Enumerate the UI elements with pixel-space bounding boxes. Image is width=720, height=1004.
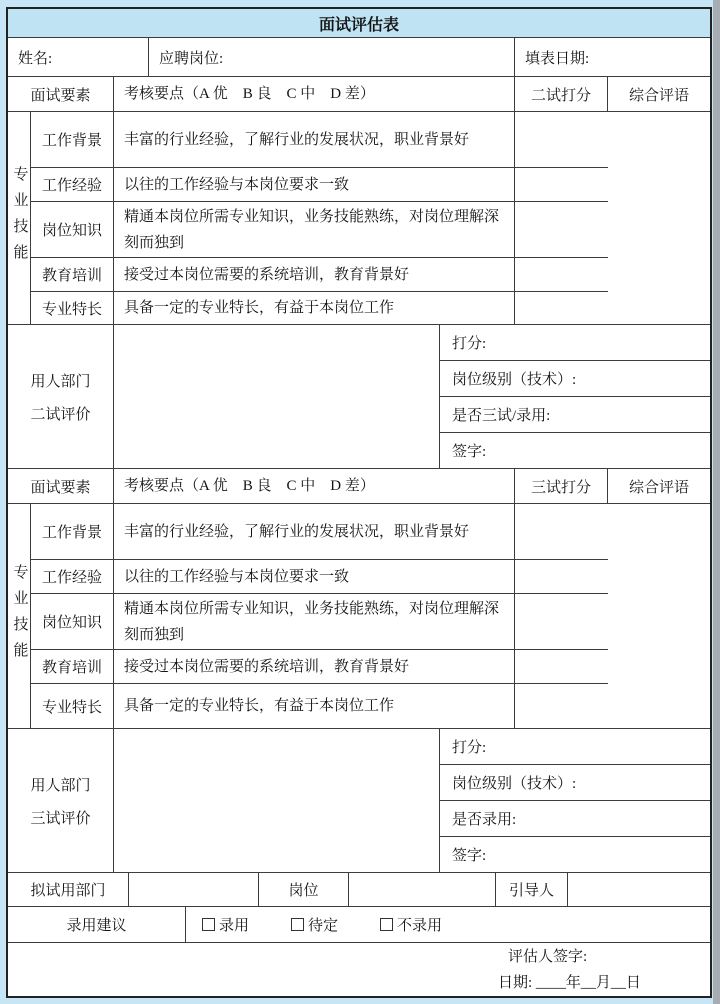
eval-comment-area[interactable]: [114, 325, 440, 468]
score-input-cell[interactable]: [515, 560, 608, 593]
skill-label: 工作背景: [31, 112, 114, 167]
eval-field-score[interactable]: [440, 729, 710, 765]
skill-label: 岗位知识: [31, 594, 114, 649]
skill-desc: 丰富的行业经验，了解行业的发展状况，职业背景好: [114, 112, 515, 167]
score-input-cell[interactable]: [515, 258, 608, 291]
trial-dept-input[interactable]: [129, 873, 259, 906]
skill-desc: 以往的工作经验与本岗位要求一致: [114, 168, 515, 201]
eval-field-hire[interactable]: [440, 801, 710, 837]
section2-skills: [8, 504, 710, 729]
evaluator-sign-label[interactable]: 评估人签字:: [508, 948, 588, 965]
eval-fields: [440, 325, 710, 468]
eval-field-label: 是否录用:: [452, 812, 517, 828]
category-cell: [8, 504, 31, 728]
skill-desc: 具备一定的专业特长，有益于本岗位工作: [114, 292, 515, 324]
eval-label-line1: 用人部门: [30, 777, 91, 794]
eval-field-level[interactable]: [440, 765, 710, 801]
date-cell: [515, 38, 710, 76]
advice-options: [186, 907, 710, 942]
eval-field-label: 是否三试/录用:: [452, 408, 551, 424]
skill-label: 岗位知识: [31, 202, 114, 257]
comment-header: 综合评语: [628, 87, 689, 104]
interview-evaluation-form: [6, 7, 712, 998]
info-row: [8, 38, 710, 77]
skill-desc: 接受过本岗位需要的系统培训，教育背景好: [114, 258, 515, 291]
score-input-cell[interactable]: [515, 292, 608, 324]
eval-field-label: 打分:: [452, 336, 487, 352]
trial-post-input[interactable]: [349, 873, 496, 906]
score-input-cell[interactable]: [515, 202, 608, 257]
eval-field-level[interactable]: [440, 361, 710, 397]
score-input-cell[interactable]: [515, 168, 608, 201]
skill-label: 工作经验: [31, 168, 114, 201]
position-label: 应聘岗位:: [159, 50, 224, 67]
skill-label: 工作经验: [31, 560, 114, 593]
category-cell: [8, 112, 31, 324]
footer-date-label[interactable]: 日期: ____年__月__日: [498, 974, 641, 991]
points-header: 考核要点（A 优 B 良 C 中 D 差）: [114, 77, 515, 111]
advice-label: 录用建议: [8, 907, 186, 942]
category-label: 专业技能: [11, 564, 28, 668]
skill-desc: 丰富的行业经验，了解行业的发展状况，职业背景好: [114, 504, 515, 559]
skill-desc: 具备一定的专业特长，有益于本岗位工作: [114, 684, 515, 728]
category-label: 专业技能: [11, 166, 28, 270]
score-input-cell[interactable]: [515, 112, 608, 167]
table-row: [31, 650, 608, 684]
advice-row: [8, 907, 710, 943]
option-pending[interactable]: [291, 914, 338, 935]
trial-guide-label: 引导人: [496, 873, 568, 906]
table-row: [31, 594, 608, 650]
position-input-area[interactable]: [223, 38, 504, 76]
skill-label: 教育培训: [31, 650, 114, 683]
trial-post-label: 岗位: [259, 873, 349, 906]
eval-label-cell: [8, 325, 114, 468]
comment-input-cell[interactable]: [608, 504, 710, 728]
points-header: 考核要点（A 优 B 良 C 中 D 差）: [114, 469, 515, 503]
checkbox-icon[interactable]: [291, 918, 304, 931]
section1-eval: [8, 325, 710, 469]
date-label: 填表日期:: [525, 50, 590, 67]
score2-header: 二试打分: [515, 77, 608, 111]
checkbox-icon[interactable]: [202, 918, 215, 931]
option-label: 录用: [219, 918, 250, 934]
skill-label: 专业特长: [31, 292, 114, 324]
score-input-cell[interactable]: [515, 594, 608, 649]
skill-label: 工作背景: [31, 504, 114, 559]
factor-header: 面试要素: [8, 77, 114, 111]
eval-field-next[interactable]: [440, 397, 710, 433]
table-row: [31, 112, 608, 168]
score-input-cell[interactable]: [515, 684, 608, 728]
checkbox-icon[interactable]: [380, 918, 393, 931]
position-cell: [149, 38, 515, 76]
trial-dept-label: 拟试用部门: [8, 873, 129, 906]
name-cell: [8, 38, 149, 76]
eval-field-sign[interactable]: [440, 433, 710, 468]
trial-row: [8, 873, 710, 907]
footer-row: [8, 943, 710, 996]
skill-rows: [31, 504, 608, 728]
score-input-cell[interactable]: [515, 650, 608, 683]
table-row: [31, 292, 608, 324]
eval-field-sign[interactable]: [440, 837, 710, 872]
table-row: [31, 504, 608, 560]
option-label: 不录用: [397, 918, 443, 934]
section1-header: [8, 77, 710, 112]
comment-header: 综合评语: [628, 479, 689, 496]
eval-field-label: 签字:: [452, 444, 487, 460]
skill-label: 教育培训: [31, 258, 114, 291]
eval-label-line2: 三试评价: [30, 810, 91, 827]
score3-header: 三试打分: [515, 469, 608, 503]
eval-comment-area[interactable]: [114, 729, 440, 872]
eval-field-score[interactable]: [440, 325, 710, 361]
eval-label-cell: [8, 729, 114, 872]
table-row: [31, 560, 608, 594]
eval-field-label: 岗位级别（技术）:: [452, 372, 577, 388]
table-row: [31, 258, 608, 292]
skill-desc: 接受过本岗位需要的系统培训，教育背景好: [114, 650, 515, 683]
form-title: 面试评估表: [8, 9, 710, 38]
eval-label-line1: 用人部门: [30, 373, 91, 390]
table-row: [31, 168, 608, 202]
skill-desc: 精通本岗位所需专业知识，业务技能熟练，对岗位理解深刻而独到: [114, 594, 515, 649]
page-edge-shadow: [713, 0, 720, 1004]
table-row: [31, 202, 608, 258]
skill-rows: [31, 112, 608, 324]
score-input-cell[interactable]: [515, 504, 608, 559]
eval-label-line2: 二试评价: [30, 406, 91, 423]
date-input-area[interactable]: [589, 38, 700, 76]
section2-eval: [8, 729, 710, 873]
eval-field-label: 打分:: [452, 740, 487, 756]
skill-desc: 精通本岗位所需专业知识，业务技能熟练，对岗位理解深刻而独到: [114, 202, 515, 257]
eval-field-label: 签字:: [452, 848, 487, 864]
skill-label: 专业特长: [31, 684, 114, 728]
table-row: [31, 684, 608, 728]
section1-skills: [8, 112, 710, 325]
section2-header: [8, 469, 710, 504]
skill-desc: 以往的工作经验与本岗位要求一致: [114, 560, 515, 593]
name-label: 姓名:: [18, 50, 53, 67]
trial-guide-input[interactable]: [568, 873, 710, 906]
name-input-area[interactable]: [52, 38, 138, 76]
factor-header: 面试要素: [8, 469, 114, 503]
comment-input-cell[interactable]: [608, 112, 710, 324]
option-no-hire[interactable]: [380, 914, 442, 935]
option-label: 待定: [308, 918, 339, 934]
option-hire[interactable]: [202, 914, 249, 935]
eval-fields: [440, 729, 710, 872]
eval-field-label: 岗位级别（技术）:: [452, 776, 577, 792]
